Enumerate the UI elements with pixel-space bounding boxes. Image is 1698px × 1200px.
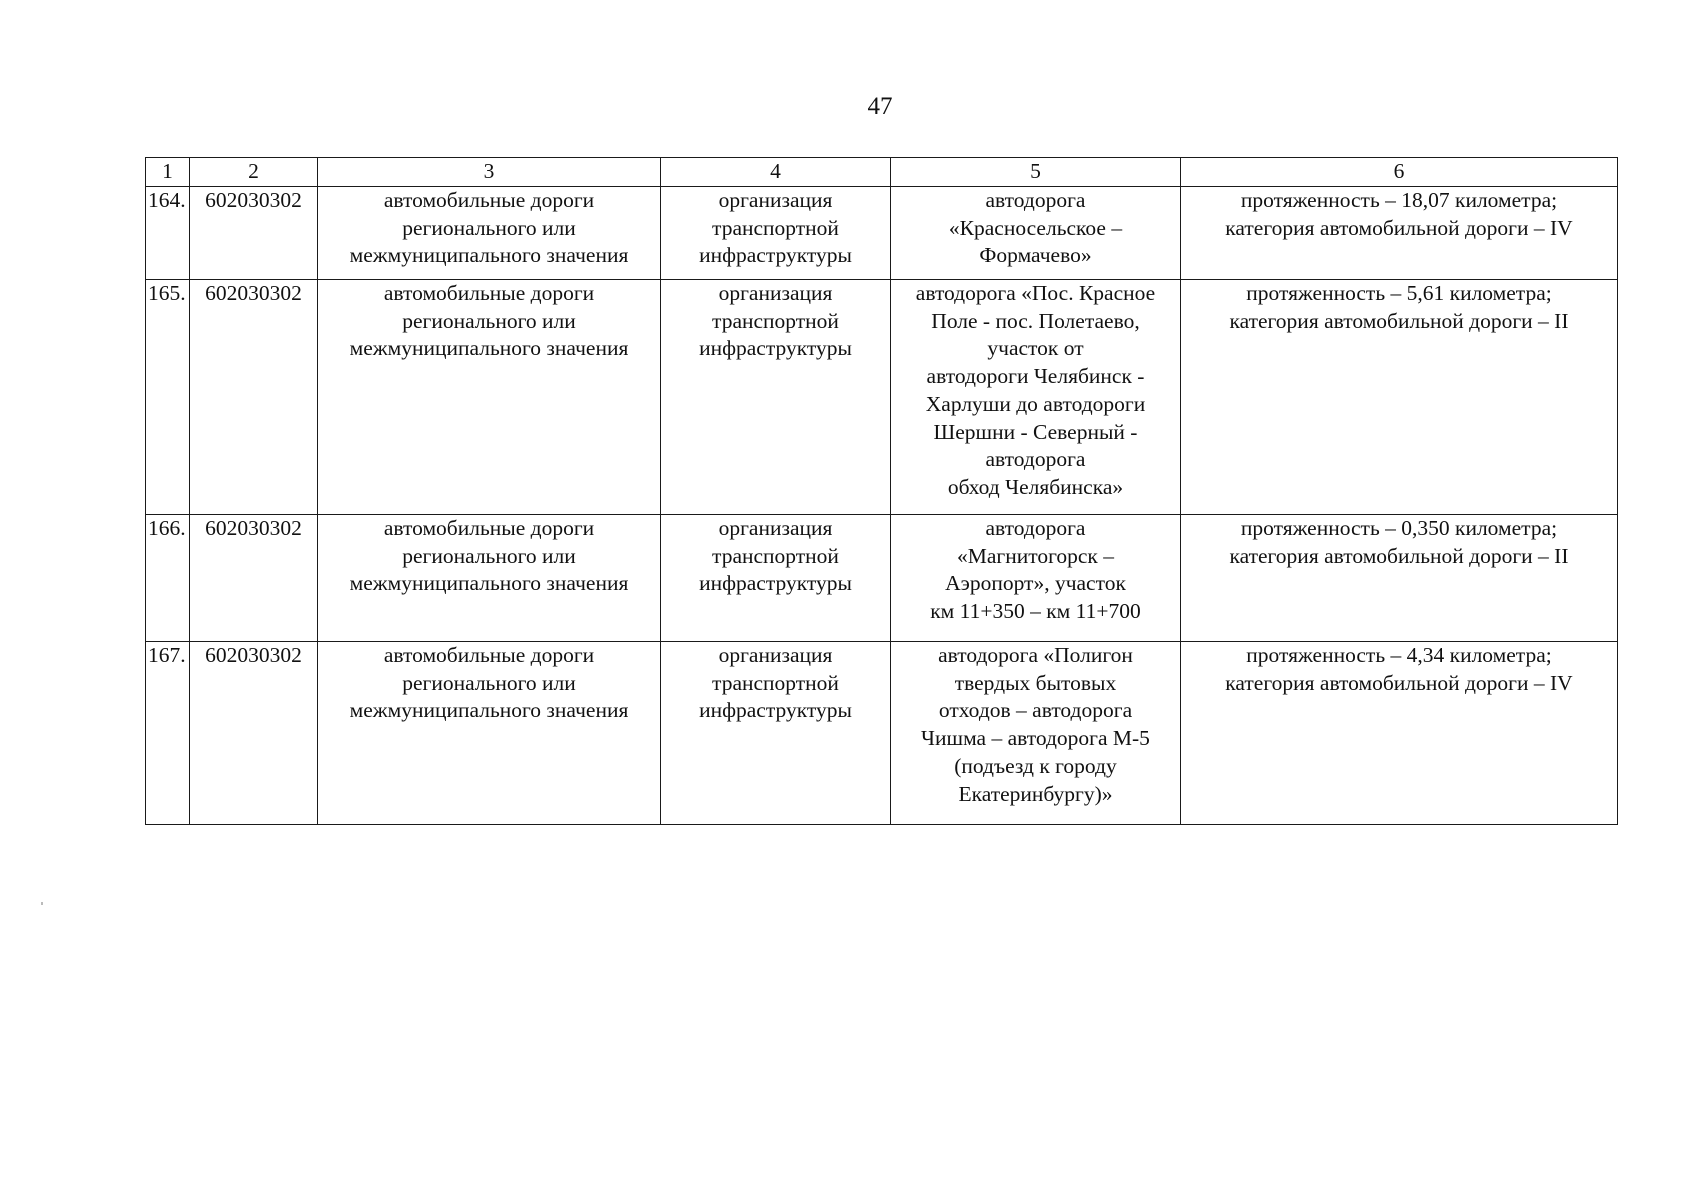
object-type: [318, 515, 661, 642]
text-line: категория автомобильной дороги – IV: [1225, 215, 1573, 240]
text-line: км 11+350 – км 11+700: [930, 599, 1141, 624]
text-line: транспортной: [712, 308, 839, 333]
text-line: организация: [718, 643, 833, 667]
text-line: организация: [718, 188, 833, 212]
text-line: организация: [718, 281, 833, 305]
row-number: 164.: [146, 187, 190, 280]
text-line: транспортной: [712, 543, 839, 568]
object-type: [318, 280, 661, 515]
row-number: 165.: [146, 280, 190, 515]
text-line: регионального или: [402, 308, 576, 333]
column-header-2: 2: [190, 158, 318, 187]
row-number: 166.: [146, 515, 190, 642]
text-line: протяженность – 0,350 километра;: [1240, 516, 1558, 540]
text-line: автодорога: [985, 447, 1086, 472]
text-line: категория автомобильной дороги – II: [1229, 543, 1569, 568]
column-header-5: 5: [891, 158, 1181, 187]
table-row: [146, 642, 1618, 825]
object-characteristics: [1181, 280, 1618, 515]
column-header-4: 4: [661, 158, 891, 187]
text-line: отходов – автодорога: [938, 698, 1133, 723]
text-line: участок от: [987, 336, 1084, 361]
object-code: 602030302: [190, 280, 318, 515]
text-line: автодороги Челябинск -: [926, 364, 1145, 389]
text-line: межмуниципального значения: [349, 336, 629, 361]
page-number: 47: [867, 93, 893, 120]
text-line: регионального или: [402, 215, 576, 240]
text-line: протяженность – 18,07 километра;: [1240, 188, 1558, 212]
text-line: «Магнитогорск –: [957, 543, 1114, 568]
text-line: категория автомобильной дороги – IV: [1225, 670, 1573, 695]
text-line: инфраструктуры: [699, 698, 852, 723]
text-line: автодорога: [985, 188, 1086, 212]
text-line: автодорога: [985, 516, 1086, 540]
object-name: [891, 515, 1181, 642]
column-header-1: 1: [146, 158, 190, 187]
scan-artifact: [41, 902, 43, 905]
text-line: Аэропорт», участок: [945, 571, 1126, 596]
text-line: автомобильные дороги: [383, 516, 595, 540]
table-row: [146, 280, 1618, 515]
object-characteristics: [1181, 515, 1618, 642]
column-header-6: 6: [1181, 158, 1618, 187]
text-line: межмуниципального значения: [349, 571, 629, 596]
object-purpose: [661, 280, 891, 515]
object-name: [891, 642, 1181, 825]
object-code: 602030302: [190, 515, 318, 642]
object-characteristics: [1181, 642, 1618, 825]
text-line: автодорога «Пос. Красное: [915, 281, 1156, 305]
object-name: [891, 187, 1181, 280]
table-row: [146, 515, 1618, 642]
object-type: [318, 642, 661, 825]
text-line: Екатеринбургу)»: [958, 781, 1113, 806]
text-line: автомобильные дороги: [383, 281, 595, 305]
text-line: протяженность – 4,34 километра;: [1246, 643, 1552, 667]
text-line: «Красносельское –: [948, 215, 1123, 240]
column-header-3: 3: [318, 158, 661, 187]
text-line: автодорога «Полигон: [938, 643, 1133, 667]
header-row: [146, 158, 1618, 187]
text-line: регионального или: [402, 670, 576, 695]
object-name: [891, 280, 1181, 515]
text-line: Шершни - Северный -: [933, 419, 1138, 444]
text-line: организация: [718, 516, 833, 540]
text-line: инфраструктуры: [699, 571, 852, 596]
registry-table: [145, 157, 1618, 825]
object-purpose: [661, 187, 891, 280]
text-line: Харлуши до автодороги: [925, 391, 1146, 416]
text-line: автомобильные дороги: [383, 643, 595, 667]
text-line: транспортной: [712, 215, 839, 240]
text-line: инфраструктуры: [699, 243, 852, 268]
object-characteristics: [1181, 187, 1618, 280]
object-code: 602030302: [190, 187, 318, 280]
text-line: категория автомобильной дороги – II: [1229, 308, 1569, 333]
row-number: 167.: [146, 642, 190, 825]
text-line: твердых бытовых: [954, 670, 1117, 695]
text-line: межмуниципального значения: [349, 698, 629, 723]
text-line: регионального или: [402, 543, 576, 568]
text-line: (подъезд к городу: [954, 753, 1117, 778]
text-line: протяженность – 5,61 километра;: [1246, 281, 1552, 305]
text-line: Формачево»: [979, 243, 1092, 268]
object-type: [318, 187, 661, 280]
text-line: Чишма – автодорога М-5: [921, 726, 1150, 751]
text-line: обход Челябинска»: [947, 474, 1124, 499]
text-line: транспортной: [712, 670, 839, 695]
object-purpose: [661, 515, 891, 642]
text-line: инфраструктуры: [699, 336, 852, 361]
table-row: [146, 187, 1618, 280]
text-line: Поле - пос. Полетаево,: [931, 308, 1140, 333]
object-purpose: [661, 642, 891, 825]
text-line: межмуниципального значения: [349, 243, 629, 268]
object-code: 602030302: [190, 642, 318, 825]
text-line: автомобильные дороги: [383, 188, 595, 212]
